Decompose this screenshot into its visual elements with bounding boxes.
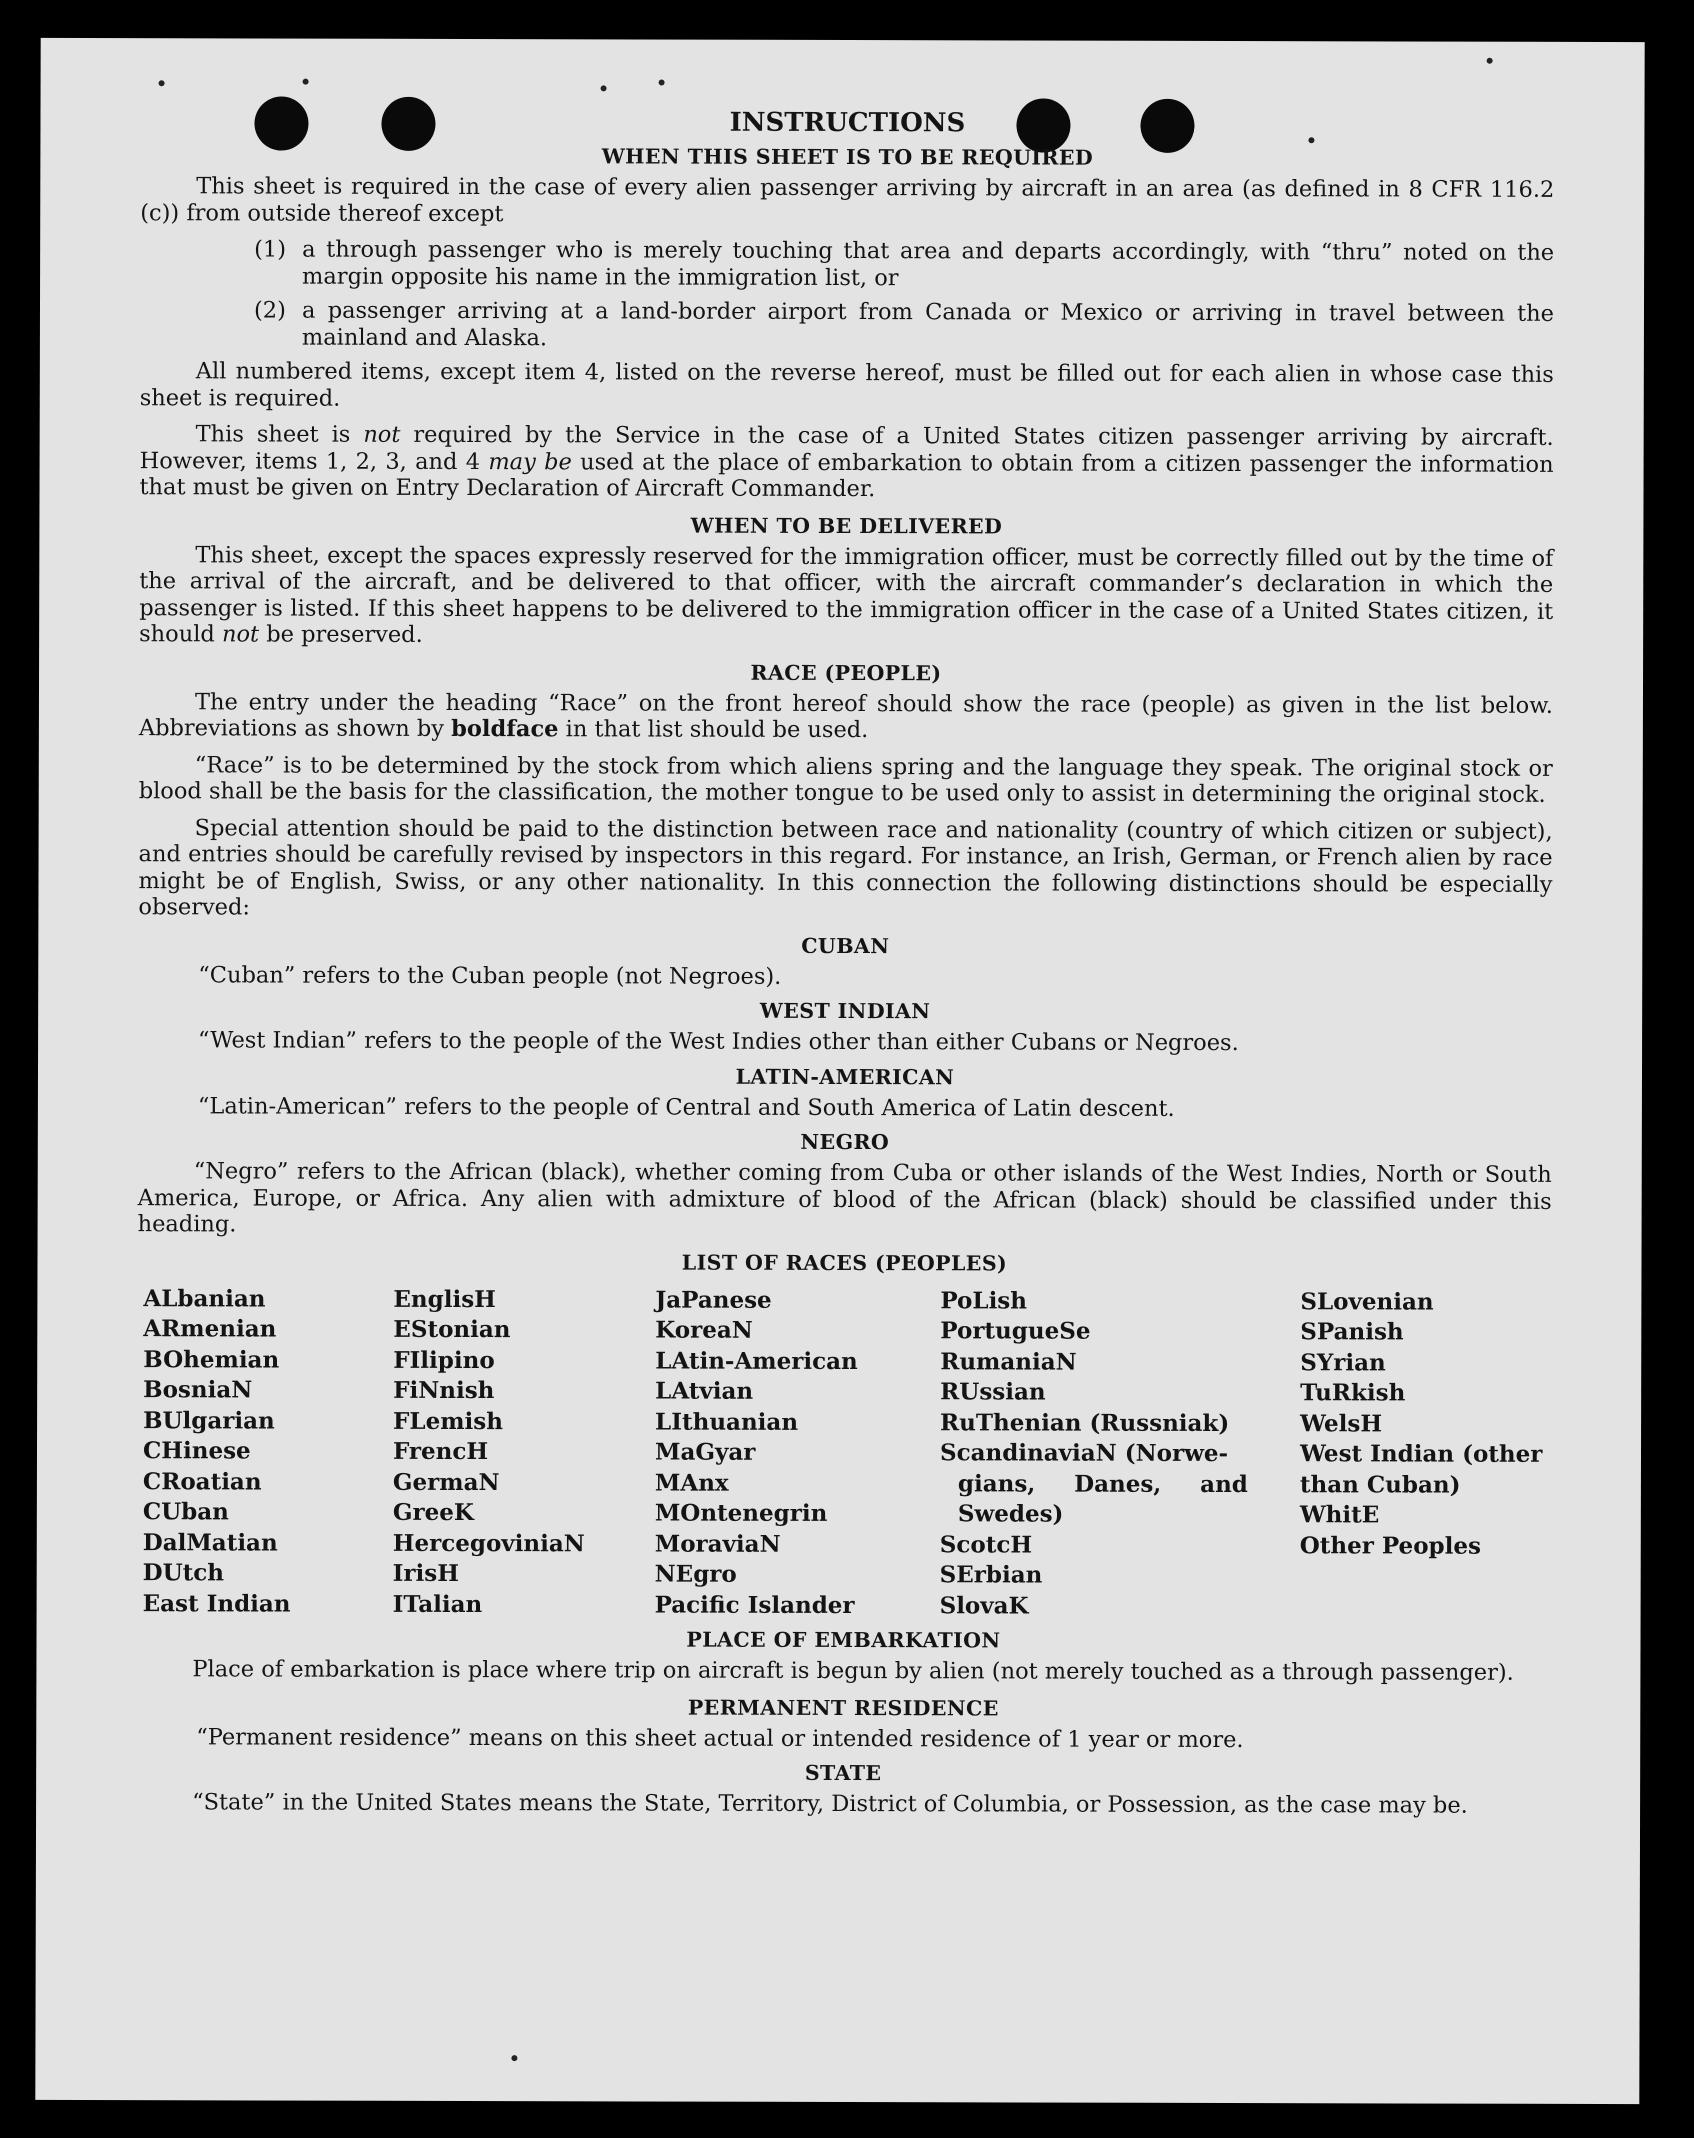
race-entry: CUban (142, 1498, 229, 1526)
race-list (143, 1284, 1552, 1623)
speck (159, 80, 165, 86)
section-heading-required: WHEN THIS SHEET IS TO BE REQUIRED (601, 144, 1094, 170)
section-heading-state: STATE (804, 1760, 882, 1786)
section-heading-list-of-races: LIST OF RACES (PEOPLES) (681, 1250, 1008, 1275)
race-entry: LIthuanian (655, 1408, 799, 1436)
race-entry: TuRkish (1300, 1379, 1406, 1407)
race-entry: CHinese (142, 1437, 251, 1465)
race-entry: MAnx (654, 1469, 729, 1497)
speck (659, 80, 665, 86)
section-heading-embarkation: PLACE OF EMBARKATION (686, 1627, 1001, 1653)
definition-latin-american: “Latin-American” refers to the people of Central and South America of Latin descent. (197, 1092, 1175, 1122)
race-entry: Pacific Islander (654, 1591, 855, 1619)
race-entry: RumaniaN (940, 1347, 1077, 1376)
race-entry: FLemish (393, 1407, 504, 1435)
race-column (655, 1285, 941, 1621)
section-heading-race: RACE (PEOPLE) (750, 660, 942, 685)
definition-negro: “Negro” refers to the African (black), whether coming from Cuba or other islands of the West Indies, North or South America, Europe, or Africa. Any alien with admixture of blood of the African (black) should be classified under this heading. (137, 1158, 1552, 1238)
race-entry: DalMatian (142, 1528, 278, 1557)
paragraph-delivered (139, 542, 1553, 652)
race-entry: LAtvian (655, 1377, 754, 1405)
race-entry: SYrian (1300, 1348, 1386, 1376)
italic-not: not (221, 621, 260, 648)
race-entry: SErbian (939, 1561, 1043, 1589)
race-entry: IrisH (392, 1559, 460, 1588)
race-entry: MOntenegrin (654, 1499, 828, 1527)
race-entry-continued: gians, Danes, and (957, 1469, 1248, 1498)
item-number: (2) (253, 297, 286, 324)
definition-west-indian: “West Indian” refers to the people of the West Indies other than either Cubans or Negroes. (198, 1027, 1239, 1057)
section-heading-cuban: CUBAN (801, 933, 890, 958)
race-entry-continued: than Cuban) (1299, 1470, 1461, 1499)
race-column (940, 1286, 1301, 1622)
race-entry: FIlipino (393, 1346, 495, 1374)
definition-state: “State” in the United States means the State, Territory, District of Columbia, or Possession, as the case may be. (192, 1789, 1468, 1819)
definition-residence: “Permanent residence” means on this sheet actual or intended residence of 1 year or more. (196, 1723, 1244, 1753)
race-entry: MoraviaN (654, 1530, 781, 1558)
race-entry: GermaN (392, 1468, 500, 1496)
race-entry: West Indian (other (1299, 1440, 1543, 1468)
race-entry: SlovaK (939, 1591, 1029, 1619)
text-segment: This sheet, except the spaces expressly reserved for the immigration officer, must be correctly filled out by the time of the arrival of the aircraft, and be delivered to that officer, with the aircraft commander’s declaration in which the passenger is listed. If this sheet happens to be delivered to the immigration officer in the case of a United States citizen, it should (139, 541, 1554, 648)
speck (601, 85, 607, 91)
definition-embarkation: Place of embarkation is place where trip on aircraft is begun by alien (not merely touched as a through passenger). (192, 1656, 1514, 1686)
race-entry: PoLish (940, 1286, 1028, 1314)
race-entry: Other Peoples (1299, 1531, 1481, 1560)
speck (303, 79, 309, 85)
italic-not: not (363, 421, 401, 448)
paragraph-required-intro: This sheet is required in the case of every alien passenger arriving by aircraft in an area (as defined in 8 CFR 116.2 (c)) from outside thereof except (140, 173, 1555, 227)
text-segment: required by the Service in the case of a United States citizen passenger arriving by aircraft. However, items 1, 2, 3, and 4 (139, 421, 1554, 475)
race-entry: FrencH (392, 1437, 489, 1466)
race-entry: EnglisH (393, 1285, 496, 1313)
document-page (35, 38, 1644, 2104)
race-entry: SPanish (1300, 1318, 1404, 1346)
race-entry: SLovenian (1300, 1287, 1434, 1316)
race-entry: ITalian (392, 1590, 483, 1618)
race-entry-continued: Swedes) (957, 1500, 1064, 1528)
section-heading-negro: NEGRO (800, 1129, 890, 1155)
race-entry: PortugueSe (940, 1317, 1091, 1345)
race-entry: RuThenian (Russniak) (940, 1408, 1230, 1437)
race-entry: WhitE (1299, 1501, 1380, 1529)
race-entry: WelsH (1300, 1409, 1383, 1437)
item-number: (1) (254, 236, 287, 263)
page-title: INSTRUCTIONS (729, 107, 966, 139)
race-entry: DUtch (142, 1559, 225, 1587)
section-heading-west-indian: WEST INDIAN (759, 998, 931, 1024)
race-column (1300, 1287, 1541, 1623)
race-entry: ScandinaviaN (Norwe- (939, 1439, 1229, 1468)
item-text: a through passenger who is merely touching that area and departs accordingly, with “thru” noted on the margin opposite his name in the immigration list, or (302, 236, 1555, 291)
instructions-text (136, 106, 1554, 1829)
list-item (140, 236, 1554, 293)
item-text: a passenger arriving at a land-border airport from Canada or Mexico or arriving in travel between the mainland and Alaska. (301, 297, 1555, 351)
definition-cuban: “Cuban” refers to the Cuban people (not Negroes). (198, 961, 782, 990)
paragraph-citizen (139, 421, 1553, 504)
race-entry: EStonian (393, 1315, 511, 1344)
paragraph-numbered-items: All numbered items, except item 4, listed on the reverse hereof, must be filled out for each alien in whose case this sheet is required. (139, 358, 1554, 412)
race-entry: MaGyar (654, 1438, 756, 1466)
race-entry: LAtin-American (655, 1347, 858, 1375)
italic-may-be: may be (488, 448, 572, 475)
section-heading-residence: PERMANENT RESIDENCE (687, 1695, 999, 1720)
text-segment: in that list should be used. (558, 716, 869, 744)
race-entry: NEgro (654, 1560, 737, 1588)
paragraph-race-stock: “Race” is to be determined by the stock from which aliens spring and the language they speak. The original stock or blood shall be the basis for the classification, the mother tongue to be used only to assist in determining the original stock. (138, 751, 1553, 808)
race-entry: ALbanian (143, 1284, 266, 1312)
race-entry: FiNnish (393, 1376, 495, 1405)
paragraph-race-nationality: Special attention should be paid to the distinction between race and nationality (country of which citizen or subject), and entries should be carefully revised by inspectors in this regard. For instance, an Irish, German, or French alien by race might be of English, Swiss, or any other nationality. In this connection the following distinctions should be especially observed: (138, 814, 1553, 921)
paragraph-race-entry (139, 689, 1553, 746)
race-entry: CRoatian (142, 1467, 262, 1495)
text-segment: This sheet is (195, 421, 364, 448)
race-entry: RUssian (940, 1378, 1046, 1406)
race-entry: KoreaN (655, 1316, 753, 1344)
race-entry: BUlgarian (143, 1406, 275, 1435)
text-segment: used at the place of embarkation to obtain from a citizen passenger the information that must be given on Entry Declaration of Aircraft Commander. (139, 448, 1554, 503)
race-entry: BosniaN (143, 1376, 253, 1404)
race-entry: HercegoviniaN (392, 1529, 585, 1557)
race-column (143, 1284, 394, 1620)
section-heading-delivered: WHEN TO BE DELIVERED (690, 513, 1003, 538)
speck (511, 2055, 517, 2061)
race-column (393, 1284, 656, 1620)
list-item (140, 297, 1554, 354)
race-entry: JaPanese (655, 1286, 772, 1314)
text-segment: The entry under the heading “Race” on the front hereof should show the race (people) as given in the list below. Abbreviations as shown by (138, 688, 1553, 742)
race-entry: GreeK (392, 1498, 474, 1527)
speck (1487, 58, 1493, 64)
section-heading-latin-american: LATIN-AMERICAN (735, 1064, 955, 1089)
race-entry: ARmenian (143, 1315, 277, 1343)
race-entry: East Indian (142, 1589, 291, 1618)
bold-boldface: boldface (451, 715, 559, 743)
race-entry: ScotcH (939, 1530, 1033, 1559)
text-segment: be preserved. (259, 621, 423, 648)
race-entry: BOhemian (143, 1345, 280, 1374)
